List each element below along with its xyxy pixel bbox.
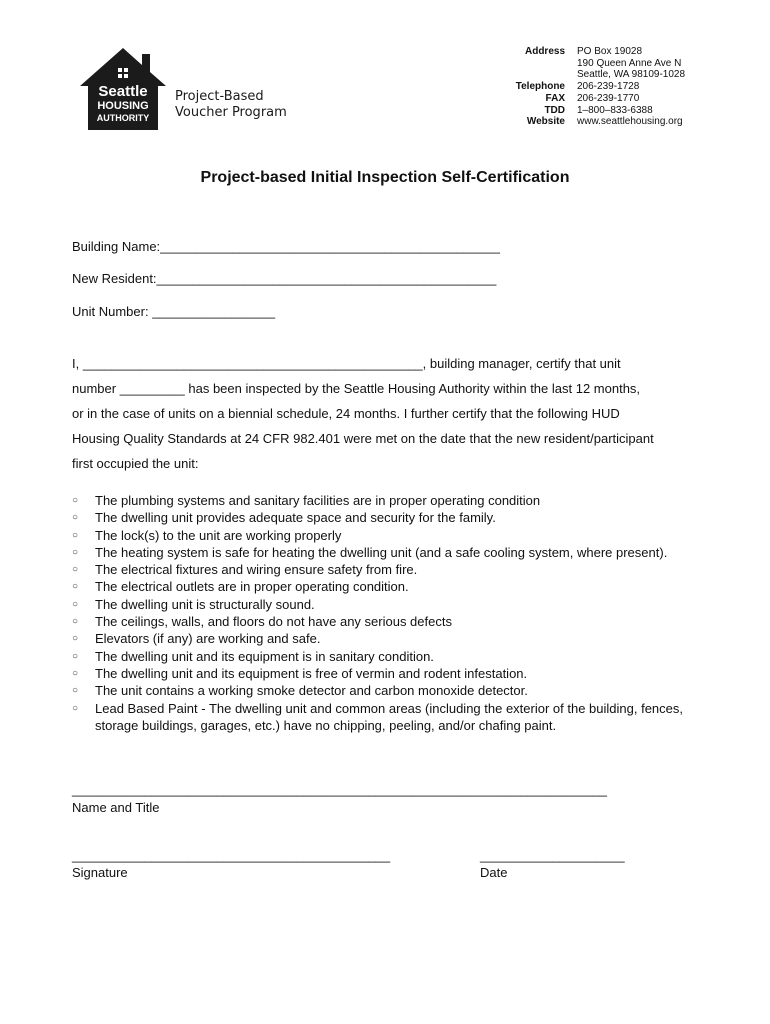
- list-item: [72, 492, 692, 509]
- certification-paragraph: [72, 351, 702, 476]
- contact-row: [470, 58, 685, 70]
- contact-label: [470, 69, 577, 81]
- hqs-checklist: [72, 492, 692, 734]
- list-item: [72, 665, 692, 682]
- list-item-text: The electrical fixtures and wiring ensure safety from fire.: [95, 562, 418, 578]
- bullet-circle-icon: ○: [72, 495, 79, 506]
- contact-value: 1–800–833-6388: [577, 104, 653, 116]
- contact-label: Website: [526, 116, 565, 128]
- house-logo-icon: [78, 44, 168, 134]
- contact-row: [470, 81, 685, 93]
- list-item: [72, 578, 692, 595]
- bullet-circle-icon: ○: [72, 512, 79, 524]
- contact-value: 206-239-1770: [577, 92, 640, 104]
- contact-row: [470, 116, 685, 128]
- date-label: Date: [480, 865, 508, 880]
- list-item: [72, 509, 692, 526]
- contact-label: Address: [524, 46, 565, 57]
- contact-label: Telephone: [515, 81, 565, 93]
- list-item-text: The plumbing systems and sanitary facilities are in proper operating condition: [95, 493, 541, 508]
- contact-label: [470, 58, 577, 70]
- list-item: [72, 561, 692, 578]
- new-resident-field[interactable]: New Resident:_______________________________________________: [72, 271, 497, 286]
- contact-value: PO Box 19028: [577, 46, 643, 57]
- program-name: [175, 89, 287, 121]
- sha-logo: [78, 44, 298, 134]
- contact-row: [470, 69, 685, 81]
- contact-row: [470, 105, 685, 117]
- list-item: [72, 682, 692, 699]
- contact-block: [470, 46, 685, 128]
- list-item: [72, 700, 692, 735]
- list-item-text: The lock(s) to the unit are working properly: [95, 527, 342, 543]
- list-item-text: The heating system is safe for heating the dwelling unit (and a safe cooling system, where present).: [95, 544, 668, 560]
- signature-label: Signature: [72, 865, 128, 880]
- logo-line-3: AUTHORITY: [96, 113, 150, 123]
- list-item-text: The ceilings, walls, and floors do not have any serious defects: [95, 614, 452, 630]
- certification-line: I, _______________________________________________, building manager, certify that unit: [72, 356, 621, 371]
- bullet-circle-icon: ○: [72, 702, 79, 714]
- bullet-circle-icon: ○: [72, 529, 79, 541]
- contact-label: TDD: [544, 104, 565, 116]
- list-item-text: Elevators (if any) are working and safe.: [95, 631, 321, 647]
- bullet-circle-icon: ○: [72, 546, 79, 558]
- list-item: [72, 613, 692, 630]
- logo-line-1: Seattle: [98, 83, 148, 100]
- contact-row: [470, 93, 685, 105]
- contact-row: [470, 46, 685, 58]
- unit-number-field[interactable]: Unit Number: _________________: [72, 304, 276, 319]
- list-item-text: The electrical outlets are in proper operating condition.: [95, 579, 409, 595]
- contact-label: FAX: [545, 92, 565, 104]
- list-item: [72, 527, 692, 544]
- contact-value: 206-239-1728: [577, 81, 640, 93]
- contact-value: Seattle, WA 98109-1028: [577, 69, 686, 81]
- program-line-2: Voucher Program: [175, 105, 287, 120]
- certification-line: or in the case of units on a biennial schedule, 24 months. I further certify that the following HUD: [72, 406, 620, 421]
- document-title: Project-based Initial Inspection Self-Certification: [200, 169, 570, 186]
- bullet-circle-icon: ○: [72, 564, 79, 576]
- date-line[interactable]: ____________________: [480, 848, 625, 863]
- bullet-circle-icon: ○: [72, 616, 79, 628]
- bullet-circle-icon: ○: [72, 650, 79, 662]
- bullet-circle-icon: ○: [72, 667, 79, 679]
- bullet-circle-icon: ○: [72, 581, 79, 593]
- certification-line: number _________ has been inspected by the Seattle Housing Authority within the last 12 months,: [72, 381, 641, 396]
- bullet-circle-icon: ○: [72, 685, 79, 697]
- list-item: [72, 544, 692, 561]
- contact-value: www.seattlehousing.org: [577, 116, 683, 128]
- list-item: [72, 630, 692, 647]
- list-item-text: Lead Based Paint - The dwelling unit and common areas (including the exterior of the building, fences, storage buildings, garages, etc.) have no chipping, peeling, and/or chafing paint.: [95, 700, 684, 733]
- certification-line: first occupied the unit:: [72, 456, 199, 471]
- logo-line-2: HOUSING: [97, 100, 149, 112]
- signature-line[interactable]: ____________________________________________: [72, 848, 391, 863]
- bullet-circle-icon: ○: [72, 598, 79, 610]
- list-item: [72, 596, 692, 613]
- name-title-line[interactable]: __________________________________________________________________________: [72, 782, 608, 797]
- contact-value: 190 Queen Anne Ave N: [577, 57, 682, 69]
- bullet-circle-icon: ○: [72, 633, 79, 645]
- list-item-text: The dwelling unit provides adequate space and security for the family.: [95, 510, 496, 526]
- certification-line: Housing Quality Standards at 24 CFR 982.401 were met on the date that the new resident/participant: [72, 431, 654, 446]
- list-item-text: The dwelling unit is structurally sound.: [95, 596, 315, 612]
- list-item-text: The dwelling unit and its equipment is in sanitary condition.: [95, 648, 434, 664]
- program-line-1: Project-Based: [175, 89, 264, 104]
- building-name-field[interactable]: Building Name:_______________________________________________: [72, 239, 500, 254]
- name-title-label: Name and Title: [72, 800, 160, 815]
- list-item-text: The dwelling unit and its equipment is free of vermin and rodent infestation.: [95, 665, 528, 681]
- list-item: [72, 648, 692, 665]
- list-item-text: The unit contains a working smoke detector and carbon monoxide detector.: [95, 683, 528, 699]
